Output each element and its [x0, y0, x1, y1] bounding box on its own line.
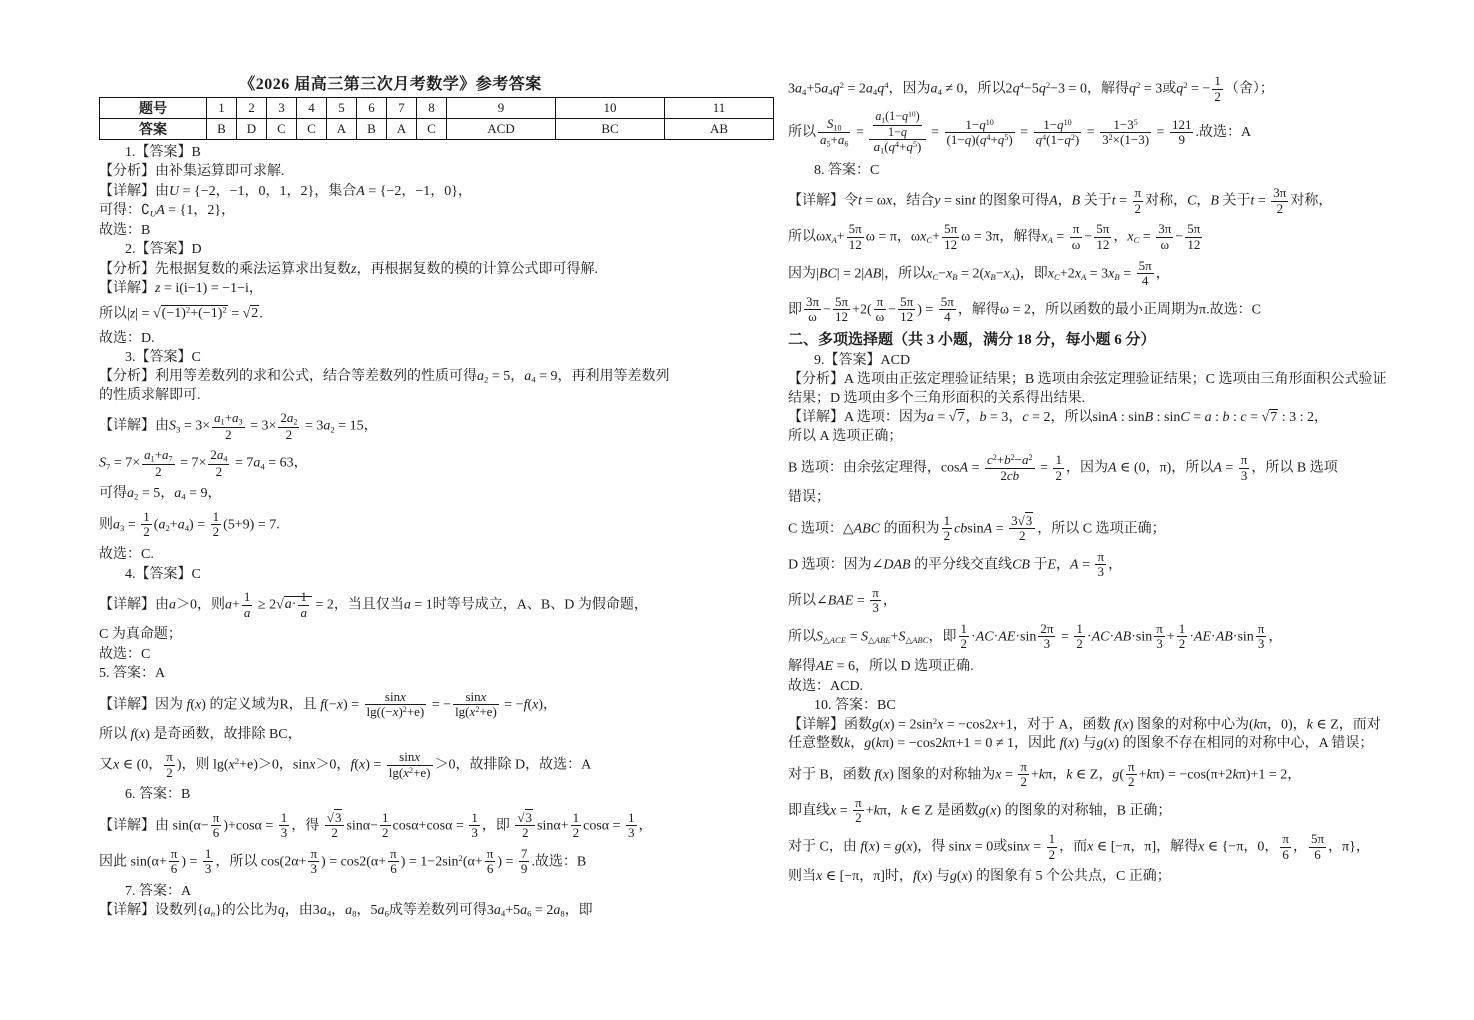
table-cell: 10	[556, 98, 665, 119]
text-line: 【详解】设数列$\{a_n\}$的公比为q，由$3a_4$，$a_8$，$5a_6$成等差数列可得$3a_4+5a_6 = 2a_8$，即	[99, 903, 593, 920]
text-line: 5. 答案：A	[99, 666, 166, 682]
table-cell: 5	[327, 98, 357, 119]
text-line: 对于 B，函数 f(x) 图象的对称轴为x = $\frac{\pi}{2}$ +kπ，k ∈ Z，g( $\frac{\pi}{2}$ +kπ) = −cos(π+2kπ)+1 = 2，	[788, 758, 1302, 790]
table-cell: 11	[665, 98, 774, 119]
table-cell: BC	[556, 119, 665, 140]
left-column-content	[99, 144, 682, 921]
table-cell: C	[297, 119, 327, 140]
text-line: 即 $\frac{3\pi}{\omega}$ − $\frac{5\pi}{12}$ +2( $\frac{\pi}{\omega}$ − $\frac{5\pi}{12}$ ) = $\frac{5\pi}{4}$ ，解得ω = 2，所以函数的最小正周期为π.故选：C	[788, 293, 1261, 325]
text-line: 【详解】由 sin(α− $\frac{\pi}{6}$ )+cosα = $\frac{1}{3}$ ，得 $\frac{√3}{2}$ sinα− $\frac{1}{2}$ cosα+cosα = $\frac{1}{3}$ ，即 $\frac{√3}{2}$ sinα+ $\frac{1}{2}$ cosα = $\frac{1}{3}$ ，	[99, 809, 653, 841]
text-line: C 选项：△ABC 的面积为 $\frac{1}{2}$ cbsinA = $\frac{3√3}{2}$ ，所以 C 选项正确；	[788, 512, 1166, 544]
text-line: 10. 答案：BC	[814, 697, 896, 713]
table-cell: 8	[417, 98, 447, 119]
table-cell: C	[267, 119, 297, 140]
text-line: 故选：ACD.	[788, 678, 864, 694]
table-cell: 1	[207, 98, 237, 119]
table-cell: 3	[267, 98, 297, 119]
table-cell: 9	[447, 98, 556, 119]
text-line: 所以$|z| = √(-1)^2+(-1)^2 = √2$.	[99, 304, 263, 322]
text-line: 【详解】函数$g(x) = 2\sin^2x = -\cos 2x+1$，对于 A，函数 f(x) 图象的对称中心为(kπ，0)，k ∈ Z，而对任意整数k，g(kπ) = −cos2kπ+1 = 0 ≠ 1，因此 f(x) 与g(x) 的图象不存在相同的对称中心，A 错误；	[788, 716, 1381, 752]
text-line: D 选项：因为∠DAB 的平分线交直线CB 于E，A = $\frac{\pi}{3}$ ，	[788, 548, 1123, 580]
table-cell: A	[327, 119, 357, 140]
table-cell: 答案	[100, 119, 207, 140]
text-line: 【详解】由a＞0，则a+ $\frac{1}{a}$ ≥ 2√a· $\frac{1}{a}$ = 2，当且仅当a = 1时等号成立，A、B、D 为假命题，	[99, 588, 648, 620]
table-cell: A	[387, 119, 417, 140]
text-line: 故选：D.	[99, 330, 155, 346]
table-cell: ACD	[447, 119, 556, 140]
table-cell: 4	[297, 98, 327, 119]
text-line: 【分析】利用等差数列的求和公式，结合等差数列的性质可得$a_2 = 5$，$a_4 = 9$，再利用等差数列的性质求解即可.	[99, 369, 670, 403]
answer-table-row-answers	[100, 119, 774, 140]
text-line: 解得AE = 6，所以 D 选项正确.	[788, 659, 974, 675]
text-line: 所以$S_{\triangle ACE} = S_{\triangle ABE}+S_{\triangle ABC}$，即 $\frac{1}{2}$ ·AC·AE·sin $\frac{2\pi}{3}$ = $\frac{1}{2}$ ·AC·AB·sin $\frac{\pi}{3}$ + $\frac{1}{2}$ ·AE·AB·sin $\frac{\pi}{3}$ ，	[788, 620, 1283, 652]
text-line: 4.【答案】C	[125, 566, 201, 582]
text-line: 故选：C.	[99, 547, 154, 563]
text-line: 1.【答案】B	[125, 145, 201, 160]
text-line: 9.【答案】ACD	[814, 352, 911, 368]
table-cell: 7	[387, 98, 417, 119]
text-line: B 选项：由余弦定理得，cosA = $\frac{c^2+b^2-a^2}{2cb}$ = $\frac{1}{2}$ ，因为A ∈ (0，π)，所以A = $\frac{\pi}{3}$ ，所以 B 选项	[788, 451, 1338, 483]
table-cell: AB	[665, 119, 774, 140]
text-line: 故选：B	[99, 222, 151, 238]
answer-table	[99, 97, 774, 140]
text-line: 故选：C	[99, 646, 151, 662]
text-line: 所以 A 选项正确；	[788, 429, 903, 445]
table-cell: C	[417, 119, 447, 140]
text-line: 又x ∈ (0， $\frac{\pi}{2}$ )，则 $\lg(x^2+e)>0$，sinx＞0，f(x) = $\frac{\sin x}{\lg(x^2+e)}$ ＞0，故排除 D，故选：A	[99, 749, 592, 780]
table-cell: 题号	[100, 98, 207, 119]
text-line: 【详解】因为 f(x) 的定义域为R，且 f(−x) = $\frac{\sin x}{\lg((-x)^2+e)}$ = − $\frac{\sin x}{\lg(x^2+e)}$ = −f(x)，	[99, 688, 558, 720]
table-cell: 6	[357, 98, 387, 119]
right-column-content	[788, 74, 1394, 887]
text-line: 6. 答案：B	[125, 787, 191, 803]
text-line: $3a_4+5a_4q^2 = 2a_4q^4$，因为$a_4 \ne 0$，所以$2q^4-5q^2-3 = 0$，解得$q^2 = 3$或$q^2$ = − $\frac{1}{2}$ （舍）；	[788, 73, 1274, 104]
text-line: 因此 sin(α+ $\frac{\pi}{6}$ ) = $\frac{1}{3}$ ，所以 cos(2α+ $\frac{\pi}{3}$ ) = cos2(α+ $\frac{\pi}{6}$ ) = $1-2\sin^2(\alpha+$ $\frac{\pi}{6}$ ) = $\frac{7}{9}$ .故选：B	[99, 845, 587, 877]
text-line: 【详解】A 选项：因为a = √7，b = 3，c = 2，所以sinA : sinB : sinC = a : b : c = √7 : 3 : 2，	[788, 409, 1329, 425]
text-line: 【详解】z = i(i−1) = −1−i，	[99, 281, 263, 297]
text-line: 错误；	[788, 490, 830, 506]
text-line: 【分析】先根据复数的乘法运算求出复数z，再根据复数的模的计算公式即可得解.	[99, 261, 598, 277]
text-line: 可得：$∁_UA = \{1$，2}，	[99, 203, 236, 219]
text-line: 2.【答案】D	[125, 242, 202, 258]
table-cell: B	[207, 119, 237, 140]
text-line: 二、多项选择题（共 3 小题，满分 18 分，每小题 6 分）	[788, 331, 1156, 348]
page-title: 《2026 届高三第三次月考数学》参考答案	[239, 76, 542, 93]
text-line: 所以 f(x) 是奇函数，故排除 BC，	[99, 726, 302, 742]
text-line: 则$a_3$ = $\frac{1}{2}$ $(a_2+a_4)$ = $\frac{1}{2}$ (5+9) = 7.	[99, 508, 280, 540]
text-line: C 为真命题；	[99, 627, 182, 643]
text-line: 【详解】由U = {−2，−1，0，1，2}，集合A = {−2，−1，0}，	[99, 183, 472, 199]
text-line: 因为|BC| = 2|AB|，所以$x_C-x_B = 2(x_B-x_A)$，即$x_C+2x_A = 3x_B$ = $\frac{5\pi}{4}$ ，	[788, 257, 1170, 289]
text-line: 7. 答案：A	[125, 884, 192, 900]
table-cell: B	[357, 119, 387, 140]
text-line: 所以∠BAE = $\frac{\pi}{3}$ ，	[788, 584, 897, 616]
text-line: 【分析】A 选项由正弦定理验证结果；B 选项由余弦定理验证结果；C 选项由三角形面积公式验证结果；D 选项由多个三角形面积的关系得出结果.	[788, 372, 1387, 406]
text-line: 8. 答案：C	[814, 162, 880, 178]
text-line: $S_7 = 7\times$ $\frac{a_1+a_7}{2}$ = 7× $\frac{2a_4}{2}$ = $7a_4 = 63$，	[99, 447, 308, 479]
table-cell: 2	[237, 98, 267, 119]
text-line: 【详解】令t = ωx，结合y = sint 的图象可得A，B 关于t = $\frac{\pi}{2}$ 对称，C，B 关于t = $\frac{3\pi}{2}$ 对称，	[788, 185, 1333, 216]
text-line: 可得$a_2 = 5$，$a_4 = 9$，	[99, 486, 222, 503]
left-column	[99, 0, 729, 922]
right-column	[788, 0, 1394, 888]
text-line: 3.【答案】C	[125, 350, 201, 366]
answer-table-row-numbers	[100, 98, 774, 119]
text-line: 对于 C，由 f(x) = g(x)，得 sinx = 0或sinx = $\frac{1}{2}$ ，而x ∈ [−π，π]，解得x ∈ {−π，0， $\frac{\pi}{6}$ ， $\frac{5\pi}{6}$ ，π}，	[788, 830, 1370, 862]
text-line: 所以$\omega x_A+$ $\frac{5\pi}{12}$ ω = π，$\omega x_C+$ $\frac{5\pi}{12}$ ω = 3π，解得$x_A$ = $\frac{\pi}{\omega}$ − $\frac{5\pi}{12}$ ，$x_C$ = $\frac{3\pi}{\omega}$ − $\frac{5\pi}{12}$	[788, 221, 1201, 252]
text-line: 【分析】由补集运算即可求解.	[99, 164, 285, 180]
text-line: 【详解】由$S_3 = 3\times$ $\frac{a_1+a_3}{2}$ = 3× $\frac{2a_2}{2}$ = $3a_2 = 15$，	[99, 410, 378, 442]
text-line: 则当x ∈ [−π，π]时，f(x) 与g(x) 的图象有 5 个公共点，C 正确；	[788, 869, 1171, 885]
text-line: 即直线x = $\frac{\pi}{2}$ +kπ，k ∈ Z 是函数g(x) 的图象的对称轴，B 正确；	[788, 794, 1172, 826]
text-line: 所以 $\frac{S_{10}}{a_5+a_6}$ = $\frac{\frac{a_1(1-q^{10})}{1-q}}{a_1(q^4+q^5)}$ = $\frac{1-q^{10}}{(1-q)(q^4+q^5)}$ = $\frac{1-q^{10}}{q^4(1-q^2)}$ = $\frac{1-3^5}{3^2\times(1-3)}$ = $\frac{121}{9}$ .故选：A	[788, 109, 1252, 156]
table-cell: D	[237, 119, 267, 140]
